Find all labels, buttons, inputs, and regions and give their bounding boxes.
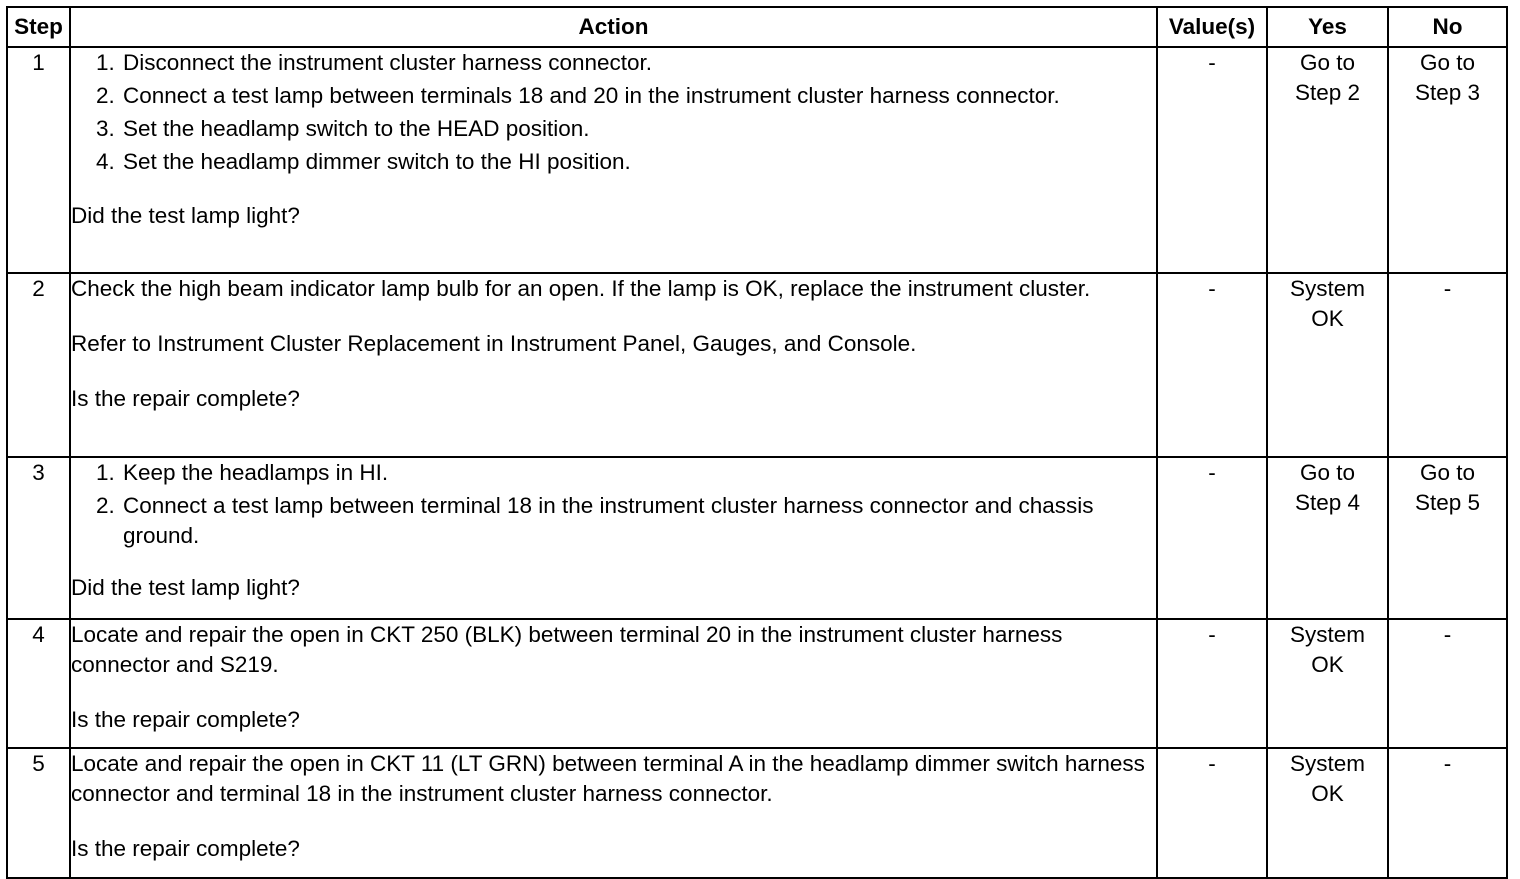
table-row-step-4: [7, 619, 1507, 748]
action-cell: [70, 748, 1157, 878]
step-number: 2: [7, 273, 70, 457]
value-cell: -: [1157, 47, 1267, 273]
yes-line-2: OK: [1311, 781, 1344, 806]
yes-cell: [1267, 457, 1388, 619]
table-row-step-5: [7, 748, 1507, 878]
step-number: 3: [7, 457, 70, 619]
value-cell: -: [1157, 273, 1267, 457]
yes-line-2: OK: [1311, 306, 1344, 331]
yes-cell: [1267, 47, 1388, 273]
action-question: Is the repair complete?: [71, 707, 300, 732]
step-number: 4: [7, 619, 70, 748]
action-question: Did the test lamp light?: [71, 203, 300, 228]
yes-line-1: System: [1289, 622, 1365, 647]
action-step: 2. Connect a test lamp between terminals 18 and 20 in the instrument cluster harness connector.: [121, 81, 1156, 111]
action-step: 3. Set the headlamp switch to the HEAD position.: [121, 114, 1156, 144]
value-cell: -: [1157, 619, 1267, 748]
no-cell: -: [1388, 619, 1507, 748]
action-question: Is the repair complete?: [71, 836, 300, 861]
step-number: 5: [7, 748, 70, 878]
yes-line-2: OK: [1311, 652, 1344, 677]
action-paragraph: Locate and repair the open in CKT 11 (LT GRN) between terminal A in the headlamp dimmer switch harness connector and terminal 18 in the instrument cluster harness connector.: [71, 751, 1145, 806]
no-cell: [1388, 47, 1507, 273]
action-step: 4. Set the headlamp dimmer switch to the HI position.: [121, 147, 1156, 177]
step-number: 1: [7, 47, 70, 273]
action-question: Is the repair complete?: [71, 386, 300, 411]
no-line-1: Go to: [1419, 50, 1476, 75]
value-cell: -: [1157, 748, 1267, 878]
no-line-1: Go to: [1419, 460, 1476, 485]
no-cell: -: [1388, 748, 1507, 878]
action-steps-list: [71, 48, 1156, 177]
action-step: 1. Keep the headlamps in HI.: [121, 458, 1156, 488]
yes-line-2: Step 2: [1294, 80, 1361, 105]
table-row-step-1: [7, 47, 1507, 273]
action-cell: [70, 47, 1157, 273]
header-step: Step: [7, 7, 70, 47]
header-yes: Yes: [1267, 7, 1388, 47]
action-cell: [70, 457, 1157, 619]
yes-cell: [1267, 619, 1388, 748]
no-cell: [1388, 457, 1507, 619]
action-paragraph: Check the high beam indicator lamp bulb for an open. If the lamp is OK, replace the instrument cluster.: [71, 276, 1091, 301]
yes-line-2: Step 4: [1294, 490, 1361, 515]
header-row: [7, 7, 1507, 47]
no-line-2: Step 3: [1414, 80, 1481, 105]
diagnostic-table: [6, 6, 1508, 879]
table-row-step-3: [7, 457, 1507, 619]
action-steps-list: [71, 458, 1156, 551]
action-cell: [70, 273, 1157, 457]
yes-line-1: System: [1289, 276, 1365, 301]
action-question: Did the test lamp light?: [71, 575, 300, 600]
header-action: Action: [70, 7, 1157, 47]
action-cell: [70, 619, 1157, 748]
header-values: Value(s): [1157, 7, 1267, 47]
action-paragraph: Locate and repair the open in CKT 250 (BLK) between terminal 20 in the instrument cluster harness connector and S219.: [71, 622, 1063, 677]
action-step: 2. Connect a test lamp between terminal 18 in the instrument cluster harness connector and chassis ground.: [121, 491, 1156, 551]
table-row-step-2: [7, 273, 1507, 457]
yes-cell: [1267, 273, 1388, 457]
action-paragraph: Refer to Instrument Cluster Replacement in Instrument Panel, Gauges, and Console.: [71, 331, 917, 356]
yes-line-1: Go to: [1299, 50, 1356, 75]
yes-line-1: System: [1289, 751, 1365, 776]
no-line-2: Step 5: [1414, 490, 1481, 515]
action-step: 1. Disconnect the instrument cluster harness connector.: [121, 48, 1156, 78]
yes-cell: [1267, 748, 1388, 878]
no-cell: -: [1388, 273, 1507, 457]
header-no: No: [1388, 7, 1507, 47]
value-cell: -: [1157, 457, 1267, 619]
yes-line-1: Go to: [1299, 460, 1356, 485]
